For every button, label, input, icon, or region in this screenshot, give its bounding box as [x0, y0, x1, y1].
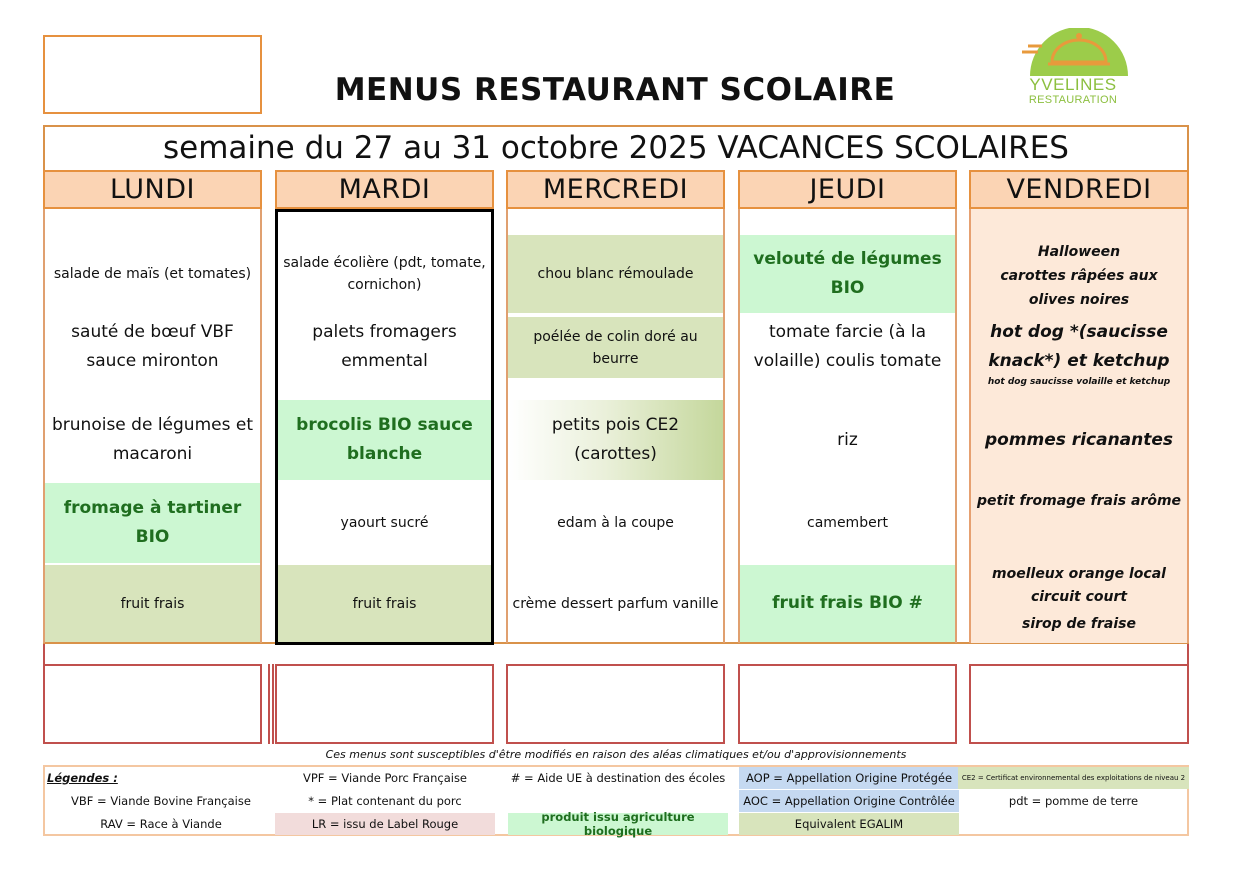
legend-vpf: VPF = Viande Porc Française [302, 771, 468, 785]
vendredi-accompagnement: pommes ricanantes [984, 430, 1174, 450]
jeudi-fromage: camembert [807, 515, 888, 531]
cloche-icon [1008, 28, 1138, 78]
vendredi-plat-block [971, 318, 1187, 396]
vendredi-fromage: petit fromage frais arôme [976, 493, 1182, 509]
vendredi-theme: Halloween [1037, 244, 1121, 260]
vendredi-dessert: moelleux orange local circuit court [992, 565, 1166, 605]
mercredi-plat: poélée de colin doré au beurre [508, 317, 723, 378]
lower-divider [1187, 644, 1189, 664]
legend-label-rouge: LR = issu de Label Rouge [275, 813, 495, 835]
vendredi-entree-block [971, 240, 1187, 316]
lower-gap [268, 664, 274, 744]
jeudi-plat: tomate farcie (à la volaille) coulis tomate [753, 322, 942, 371]
lower-box-mardi [275, 664, 494, 744]
vendredi-dessert-block [971, 560, 1187, 638]
lundi-fromage: fromage à tartiner BIO [45, 483, 260, 563]
legend-bio: produit issu agriculture biologique [508, 813, 728, 835]
vendredi-dessert-2: sirop de fraise [1021, 615, 1136, 632]
vendredi-entree: carottes râpées aux olives noires [1000, 268, 1158, 308]
legend-egalim: Equivalent EGALIM [739, 813, 959, 835]
brand-subtitle: RESTAURATION [1028, 94, 1118, 106]
brand-logo [1008, 28, 1138, 110]
day-header-vendredi: VENDREDI [969, 170, 1189, 209]
vendredi-plat-note: hot dog saucisse volaille et ketchup [987, 377, 1171, 387]
day-header-lundi: LUNDI [43, 170, 262, 209]
day-header-mercredi: MERCREDI [506, 170, 725, 209]
mardi-dessert: fruit frais [278, 565, 491, 642]
legend-vbf: VBF = Viande Bovine Française [71, 794, 251, 808]
legend-pdt: pdt = pomme de terre [1008, 794, 1139, 808]
lower-divider [43, 644, 45, 664]
vendredi-plat: hot dog *(saucisse knack*) et ketchup [988, 322, 1170, 371]
lundi-dessert: fruit frais [45, 565, 260, 642]
lower-box-lundi [43, 664, 262, 744]
day-header-jeudi: JEUDI [738, 170, 957, 209]
page-title: MENUS RESTAURANT SCOLAIRE [334, 72, 896, 108]
legend-aide-ue: # = Aide UE à destination des écoles [510, 771, 726, 785]
brand-name: YVELINES [1029, 75, 1117, 94]
lower-box-vendredi [969, 664, 1189, 744]
mercredi-accompagnement: petits pois CE2 (carottes) [508, 400, 723, 480]
lundi-accompagnement: brunoise de légumes et macaroni [52, 415, 253, 464]
disclaimer-note: Ces menus sont susceptibles d'être modifiés en raison des aléas climatiques et/ou d'approvisionnements [325, 747, 907, 761]
legend-rav: RAV = Race à Viande [100, 817, 222, 831]
mardi-accompagnement: brocolis BIO sauce blanche [278, 400, 491, 480]
mercredi-entree: chou blanc rémoulade [508, 235, 723, 313]
lundi-plat: sauté de bœuf VBF sauce mironton [71, 322, 234, 371]
legend-ce2: CE2 = Certificat environnemental des exploitations de niveau 2 [958, 767, 1189, 789]
legend-box [43, 765, 1189, 836]
jeudi-entree: velouté de légumes BIO [740, 235, 955, 313]
lower-box-jeudi [738, 664, 957, 744]
mercredi-dessert: crème dessert parfum vanille [512, 595, 719, 612]
lower-box-mercredi [506, 664, 725, 744]
lundi-entree: salade de maïs (et tomates) [53, 266, 252, 282]
column-mardi-highlight [275, 209, 494, 645]
jeudi-accompagnement: riz [837, 429, 858, 450]
legend-porc: * = Plat contenant du porc [308, 794, 462, 808]
mardi-fromage: yaourt sucré [340, 515, 429, 531]
legend-aoc: AOC = Appellation Origine Contrôlée [739, 790, 959, 812]
day-header-mardi: MARDI [275, 170, 494, 209]
mardi-entree: salade écolière (pdt, tomate, cornichon) [283, 255, 486, 293]
mardi-plat: palets fromagers emmental [312, 322, 457, 371]
legend-aop: AOP = Appellation Origine Protégée [739, 767, 959, 789]
jeudi-dessert: fruit frais BIO # [740, 565, 955, 642]
legend-title: Légendes : [47, 771, 118, 785]
mercredi-fromage: edam à la coupe [557, 515, 674, 531]
week-title: semaine du 27 au 31 octobre 2025 VACANCES SCOLAIRES [163, 130, 1069, 166]
logo-placeholder-box [43, 35, 262, 114]
